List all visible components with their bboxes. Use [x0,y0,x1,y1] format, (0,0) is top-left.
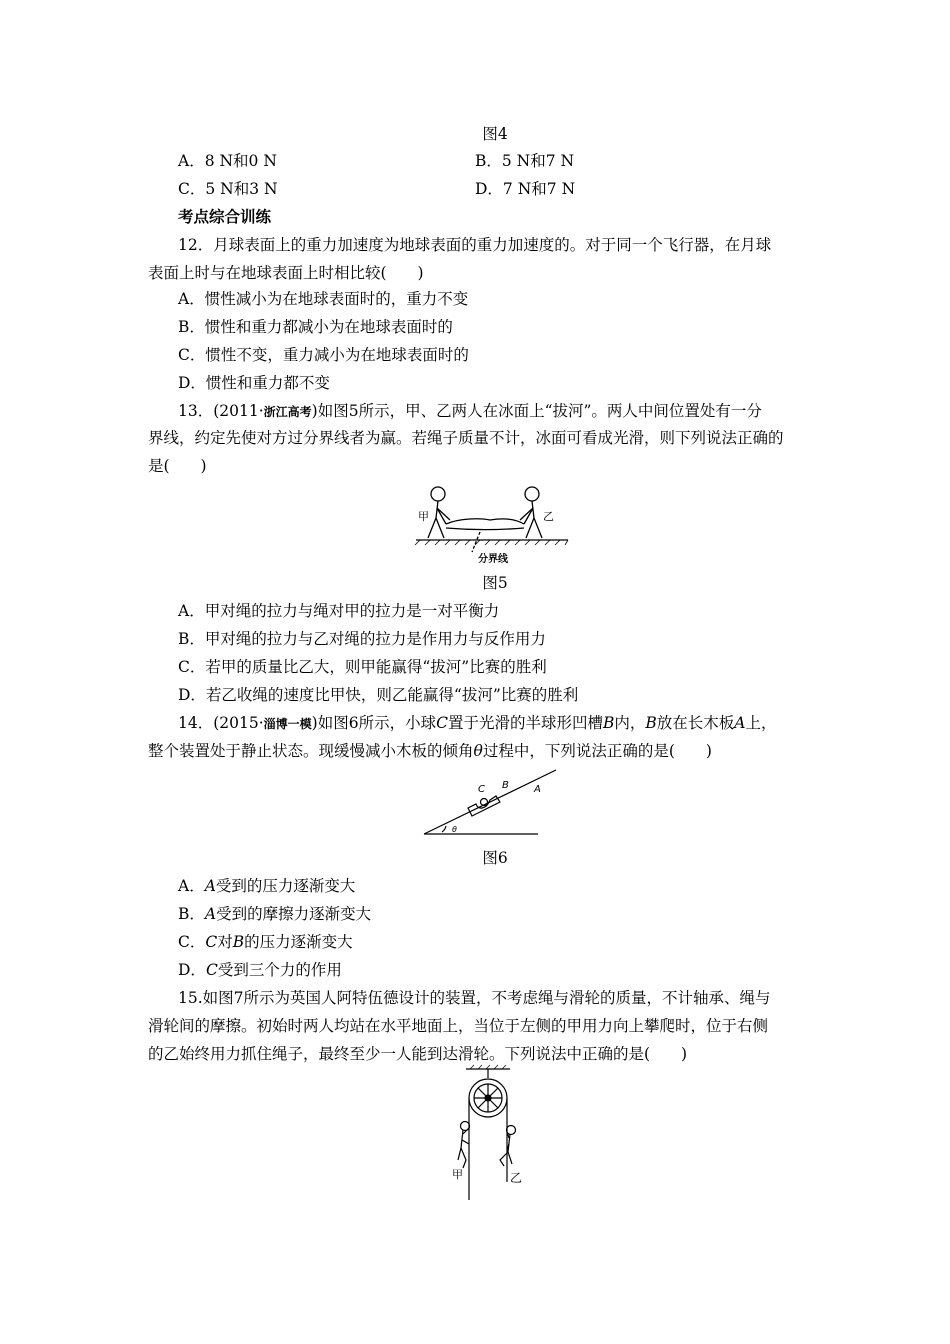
q14-option-b-prefix: B． [178,905,205,923]
fig7-label-right: 乙 [510,1171,523,1185]
q12-option-a: A．惯性减小为在地球表面时的，重力不变 [178,290,469,308]
q13-option-b: B．甲对绳的拉力与乙对绳的拉力是作用力与反作用力 [178,630,546,648]
q11-option-b: B．5 N和7 N [475,152,575,170]
q14-option-c-text: 的压力逐渐变大 [244,933,353,951]
q14-option-c [178,932,353,952]
q12-option-d: D．惯性和重力都不变 [178,374,330,392]
section-title: 考点综合训练 [178,207,272,226]
q13-stem-line2: 界线，约定先使对方过分界线者为赢。若绳子质量不计，冰面可看成光滑，则下列说法正确的 [148,429,784,447]
q14-option-b-var: A [204,905,217,923]
q12-option-c: C．惯性不变，重力减小为在地球表面时的 [178,346,469,364]
q15-stem-line1: 15.如图7所示为英国人阿特伍德设计的装置，不考虑绳与滑轮的质量，不计轴承、绳与 [178,989,771,1007]
fig4-caption: 图4 [482,125,508,143]
q14-stem-a: )如图6所示，小球 [311,714,437,732]
q14-option-c-var: C [205,933,218,951]
q13-option-d: D．若乙收绳的速度比甲快，则乙能赢得“拔河”比赛的胜利 [178,686,579,704]
q14-var-c: C [436,714,448,732]
fig6-label-c: C [478,784,485,795]
q11-option-d: D．7 N和7 N [475,180,576,198]
q14-stem-line1 [178,713,777,734]
q12-option-b: B．惯性和重力都减小为在地球表面时的 [178,318,453,336]
q14-option-d-var: C [205,961,218,979]
q14-option-a-var: A [204,877,216,895]
figure6-incline [420,764,560,840]
q14-stem-f: 整个装置处于静止状态。现缓慢减小木板的倾角 [148,742,474,760]
q14-option-c-var2: B [232,933,245,951]
q14-option-a-prefix: A． [178,877,205,895]
fig5-caption: 图5 [482,574,508,592]
q13-option-c: C．若甲的质量比乙大，则甲能赢得“拔河”比赛的胜利 [178,658,547,676]
q14-option-d-prefix: D． [178,961,206,979]
figure5-tug-of-war [410,482,570,567]
q14-stem-e: 上， [745,714,777,732]
q13-stem-line1 [178,401,762,422]
q12-stem-line1: 12．月球表面上的重力加速度为地球表面的重力加速度的。对于同一个飞行器，在月球 [178,236,772,254]
q13-prefix: 13．(2011· [178,402,264,420]
q15-stem-line3: 的乙始终用力抓住绳子，最终至少一人能到达滑轮。下列说法中正确的是( ) [148,1045,688,1063]
q14-option-c-mid: 对 [217,933,233,951]
q14-option-d-text: 受到三个力的作用 [217,961,342,979]
q14-stem-d: 放在长木板 [656,714,735,732]
q14-stem-c: 内， [614,714,646,732]
fig6-caption: 图6 [482,849,508,867]
q13-option-a: A．甲对绳的拉力与绳对甲的拉力是一对平衡力 [178,602,500,620]
q13-stem-rest: )如图5所示，甲、乙两人在冰面上“拔河”。两人中间位置处有一分 [311,402,762,420]
fig6-label-a: A [534,784,541,795]
fig5-label-right: 乙 [543,510,554,523]
q14-option-d [178,960,342,980]
q11-option-c: C．5 N和3 N [178,180,278,198]
fig6-label-b: B [502,780,509,791]
q14-option-b [178,904,371,924]
q15-stem-line2: 滑轮间的摩擦。初始时两人均站在水平地面上，当位于左侧的甲用力向上攀爬时，位于右侧 [148,1017,769,1035]
fig5-label-line: 分界线 [478,554,508,565]
q14-stem-line2 [148,741,712,761]
q14-option-a [178,876,355,896]
q14-stem-g: 过程中，下列说法正确的是( ) [482,742,712,760]
q14-theta: θ [473,742,483,760]
q14-option-c-prefix: C． [178,933,206,951]
q14-var-b: B [602,714,615,732]
q14-prefix: 14．(2015· [178,714,264,732]
fig5-label-left: 甲 [418,510,429,523]
q13-stem-line3: 是( ) [148,457,207,475]
q14-source: 淄博一模 [263,717,312,731]
q11-option-a: A．8 N和0 N [178,152,277,170]
q13-source: 浙江高考 [263,405,312,419]
q14-option-b-text: 受到的摩擦力逐渐变大 [216,905,372,923]
figure7-pulley [448,1064,528,1204]
q14-var-b2: B [645,714,657,732]
q12-stem-line2: 表面上时与在地球表面上时相比较( ) [148,264,424,282]
fig6-label-theta: θ [452,825,457,834]
q14-stem-b: 置于光滑的半球形凹槽 [447,714,603,732]
q14-option-a-text: 受到的压力逐渐变大 [215,877,356,895]
fig7-label-left: 甲 [452,1168,463,1181]
q14-var-a: A [734,714,746,732]
